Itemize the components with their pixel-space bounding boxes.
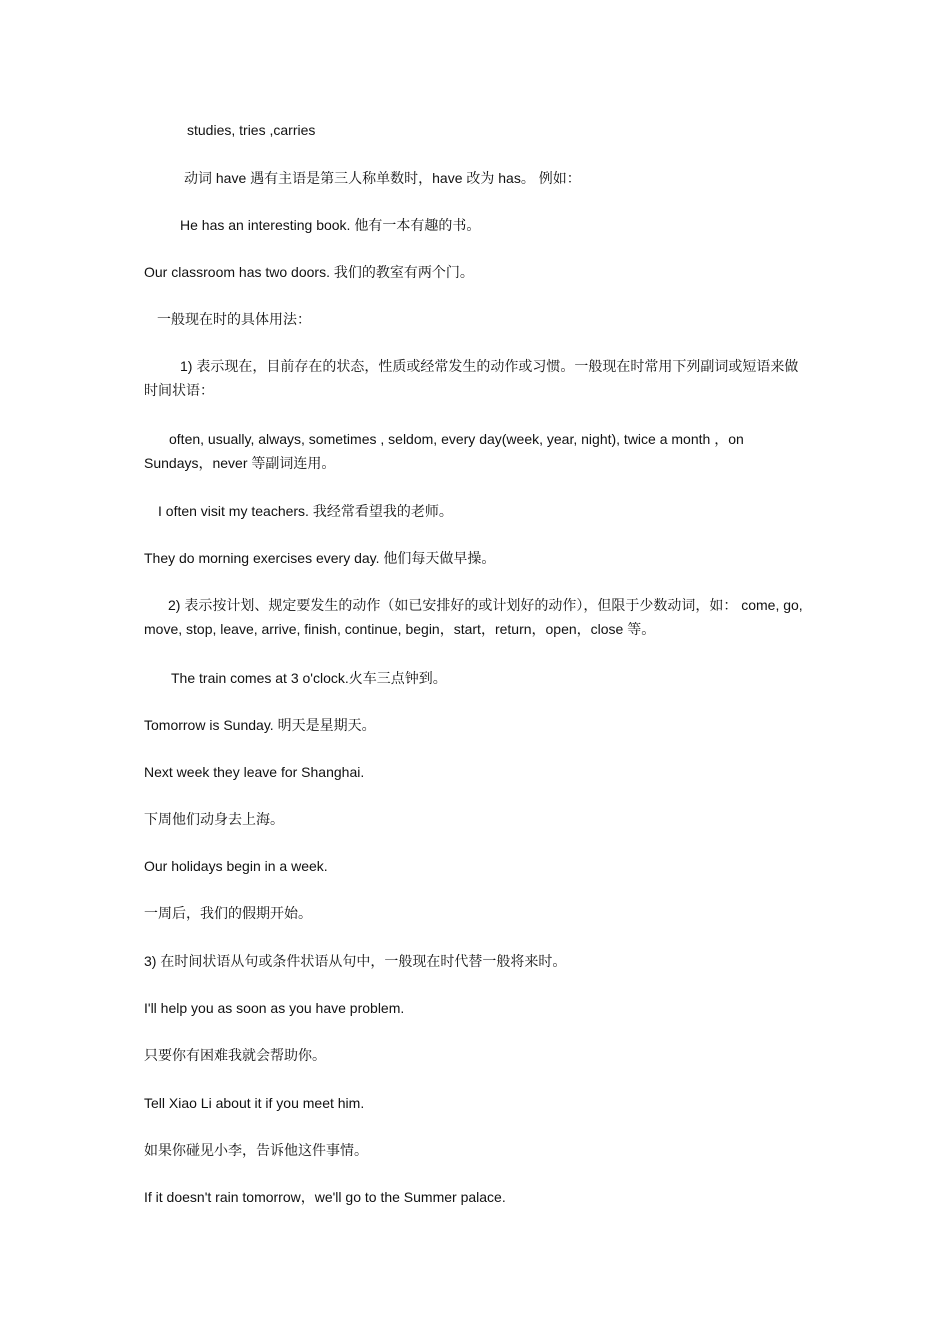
text-line-11: The train comes at 3 o'clock.火车三点钟到。 — [171, 670, 447, 686]
text-line-15: Our holidays begin in a week. — [144, 858, 328, 874]
text-line-19: 只要你有困难我就会帮助你。 — [144, 1047, 326, 1063]
text-line-21: 如果你碰见小李，告诉他这件事情。 — [144, 1142, 368, 1158]
text-line-16: 一周后，我们的假期开始。 — [144, 905, 312, 921]
text-line-4: Our classroom has two doors. 我们的教室有两个门。 — [144, 264, 474, 280]
text-line-9: They do morning exercises every day. 他们每天做早操。 — [144, 550, 496, 566]
text-line-13: Next week they leave for Shanghai. — [144, 764, 365, 780]
text-line-14: 下周他们动身去上海。 — [144, 811, 284, 827]
text-line-12: Tomorrow is Sunday. 明天是星期天。 — [144, 717, 376, 733]
text-line-3: He has an interesting book. 他有一本有趣的书。 — [180, 217, 481, 233]
text-line-8: I often visit my teachers. 我经常看望我的老师。 — [158, 503, 453, 519]
text-line-2: 动词 have 遇有主语是第三人称单数时，have 改为 has。 例如： — [184, 170, 581, 186]
text-line-1: studies, tries ,carries — [187, 122, 316, 138]
text-line-17: 3) 在时间状语从句或条件状语从句中，一般现在时代替一般将来时。 — [144, 953, 567, 969]
text-line-20: Tell Xiao Li about it if you meet him. — [144, 1095, 365, 1111]
text-line-6: 1) 表示现在，目前存在的状态，性质或经常发生的动作或习惯。一般现在时常用下列副词或短语来做时间状语： — [144, 358, 799, 398]
text-line-18: I'll help you as soon as you have problem. — [144, 1000, 405, 1016]
text-line-5: 一般现在时的具体用法： — [157, 311, 311, 327]
text-line-22: If it doesn't rain tomorrow，we'll go to the Summer palace. — [144, 1189, 506, 1205]
text-line-10: 2) 表示按计划、规定要发生的动作（如已安排好的或计划好的动作），但限于少数动词，如： come, go, move, stop, leave, arrive, finish, continue, begin，start，return，open，close 等。 — [144, 597, 803, 637]
text-line-7: often, usually, always, sometimes , seldom, every day(week, year, night), twice a month ，on Sundays，never 等副词连用。 — [144, 431, 744, 471]
